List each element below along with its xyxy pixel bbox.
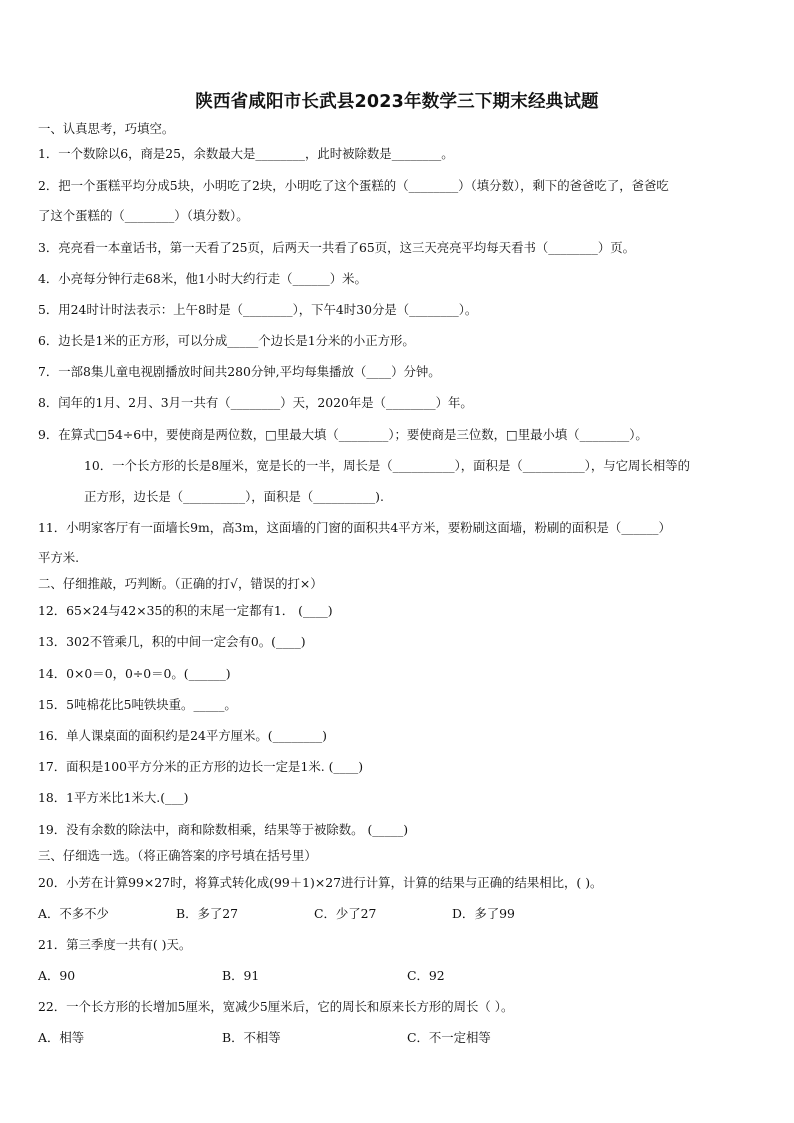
- question-22: 22．一个长方形的长增加5厘米，宽减少5厘米后，它的周长和原来长方形的周长（ ）。: [38, 999, 514, 1014]
- q22-option-a: A．相等: [38, 1030, 85, 1045]
- section-heading-2: 二、仔细推敲，巧判断。（正确的打√，错误的打×）: [38, 576, 323, 591]
- question-20: 20．小芳在计算99×27时，将算式转化成(99＋1)×27进行计算，计算的结果与正确的结果相比，( )。: [38, 875, 603, 890]
- question-13: 13．302不管乘几，积的中间一定会有0。(____): [38, 634, 306, 649]
- question-1: 1．一个数除以6，商是25，余数最大是________，此时被除数是________。: [38, 146, 454, 161]
- question-12: 12．65×24与42×35的积的末尾一定都有1． (____): [38, 603, 333, 618]
- question-18: 18．1平方米比1米大.(___): [38, 790, 189, 805]
- question-10-line-2: 正方形，边长是（__________），面积是（__________).: [84, 489, 384, 504]
- question-17: 17．面积是100平方分米的正方形的边长一定是1米. (____): [38, 759, 364, 774]
- question-5: 5．用24时计时法表示：上午8时是（________），下午4时30分是（________）。: [38, 302, 478, 317]
- section-heading-1: 一、认真思考，巧填空。: [38, 121, 175, 136]
- question-2-line-1: 2．把一个蛋糕平均分成5块，小明吃了2块，小明吃了这个蛋糕的（________）（填分数），剩下的爸爸吃了，爸爸吃: [38, 178, 669, 193]
- q21-option-b: B．91: [222, 968, 260, 983]
- question-6: 6．边长是1米的正方形，可以分成_____个边长是1分米的小正方形。: [38, 333, 415, 348]
- question-9: 9．在算式□54÷6中，要使商是两位数，□里最大填（________）；要使商是三位数，□里最小填（________）。: [38, 427, 648, 442]
- q20-option-a: A．不多不少: [38, 906, 109, 921]
- q21-option-a: A．90: [38, 968, 76, 983]
- question-3: 3．亮亮看一本童话书，第一天看了25页，后两天一共看了65页，这三天亮亮平均每天看书（________）页。: [38, 240, 635, 255]
- q20-option-b: B．多了27: [176, 906, 239, 921]
- q22-option-b: B．不相等: [222, 1030, 281, 1045]
- question-16: 16．单人课桌面的面积约是24平方厘米。(________): [38, 728, 328, 743]
- page-title: 陕西省咸阳市长武县2023年数学三下期末经典试题: [195, 92, 599, 112]
- question-19: 19．没有余数的除法中，商和除数相乘，结果等于被除数。 (_____): [38, 822, 409, 837]
- section-heading-3: 三、仔细选一选。（将正确答案的序号填在括号里）: [38, 848, 317, 863]
- q22-option-c: C．不一定相等: [407, 1030, 491, 1045]
- question-2-line-2: 了这个蛋糕的（________）（填分数）。: [38, 208, 249, 223]
- question-10-line-1: 10．一个长方形的长是8厘米，宽是长的一半，周长是（__________），面积是（__________），与它周长相等的: [84, 458, 690, 473]
- q20-option-d: D．多了99: [452, 906, 515, 921]
- question-11-line-2: 平方米.: [38, 550, 80, 565]
- q20-option-c: C．少了27: [314, 906, 377, 921]
- question-8: 8．闰年的1月、2月、3月一共有（________）天，2020年是（________）年。: [38, 395, 473, 410]
- question-21: 21．第三季度一共有( )天。: [38, 937, 192, 952]
- question-7: 7．一部8集儿童电视剧播放时间共280分钟,平均每集播放（____）分钟。: [38, 364, 441, 379]
- question-14: 14．0×0＝0，0÷0＝0。(______): [38, 666, 231, 681]
- q21-option-c: C．92: [407, 968, 445, 983]
- question-15: 15．5吨棉花比5吨铁块重。_____。: [38, 697, 237, 712]
- question-11-line-1: 11．小明家客厅有一面墙长9m，高3m，这面墙的门窗的面积共4平方米，要粉刷这面墙，粉刷的面积是（______）: [38, 520, 671, 535]
- question-4: 4．小亮每分钟行走68米，他1小时大约行走（______）米。: [38, 271, 367, 286]
